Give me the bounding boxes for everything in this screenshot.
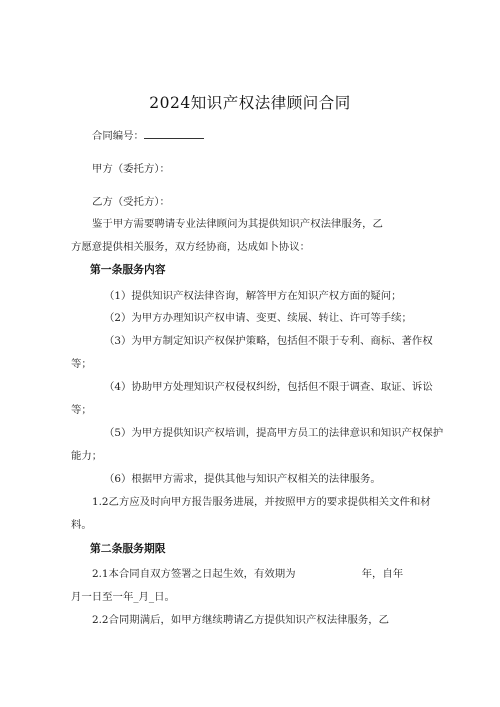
preamble-line-1: 鉴于甲方需要聘请专业法律顾问为其提供知识产权法律服务，乙 (92, 218, 383, 230)
section-1-item-2: （2）为甲方办理知识产权申请、变更、续展、转让、许可等手续； (104, 312, 412, 324)
contract-number-label: 合同编号： (92, 130, 144, 142)
contract-number-blank (144, 129, 204, 139)
section-1-item-3-line-2: 等； (71, 358, 92, 370)
party-a-line: 甲方（委托方）： (92, 163, 170, 175)
page-title: 2024知识产权法律顾问合同 (149, 94, 351, 112)
section-1-clause-2-line-1: 1.2乙方应及时向甲方报告服务进展，并按照甲方的要求提供相关文件和材 (92, 496, 431, 508)
party-b-line: 乙方（受托方）： (92, 196, 170, 208)
section-2-clause-1-part-1: 2.1本合同自双方签署之日起生效，有效期为 (92, 568, 296, 580)
section-1-item-5-line-2: 能力； (71, 450, 103, 462)
section-2-clause-2-line-1: 2.2合同期满后，如甲方继续聘请乙方提供知识产权法律服务，乙 (92, 614, 390, 626)
section-1-item-4-line-1: （4）协助甲方处理知识产权侵权纠纷，包括但不限于调查、取证、诉讼 (104, 381, 433, 393)
section-2-clause-1-line-1 (92, 565, 403, 580)
section-2-heading: 第二条服务期限 (90, 542, 166, 555)
preamble-line-2: 方愿意提供相关服务，双方经协商，达成如卜协议： (71, 241, 310, 253)
contract-number-line (92, 127, 204, 142)
section-1-item-3-line-1: （3）为甲方制定知识产权保护策略，包括但不限于专利、商标、著作权 (104, 335, 433, 347)
section-2-clause-1-part-2: 年，自年 (361, 568, 404, 580)
section-2-clause-1-line-2: 月一日至一年_月_日。 (71, 591, 175, 603)
section-1-item-6: （6）根据甲方需求，提供其他与知识产权相关的法律服务。 (104, 473, 381, 485)
section-1-item-4-line-2: 等； (71, 404, 92, 416)
section-1-clause-2-line-2: 料。 (71, 519, 92, 531)
section-1-item-5-line-1: （5）为甲方提供知识产权培训，提高甲方员工的法律意识和知识产权保护 (104, 427, 444, 439)
section-1-heading: 第一条服务内容 (90, 263, 166, 276)
section-1-item-1: （1）提供知识产权法律咨询，解答甲方在知识产权方面的疑问； (104, 290, 402, 302)
